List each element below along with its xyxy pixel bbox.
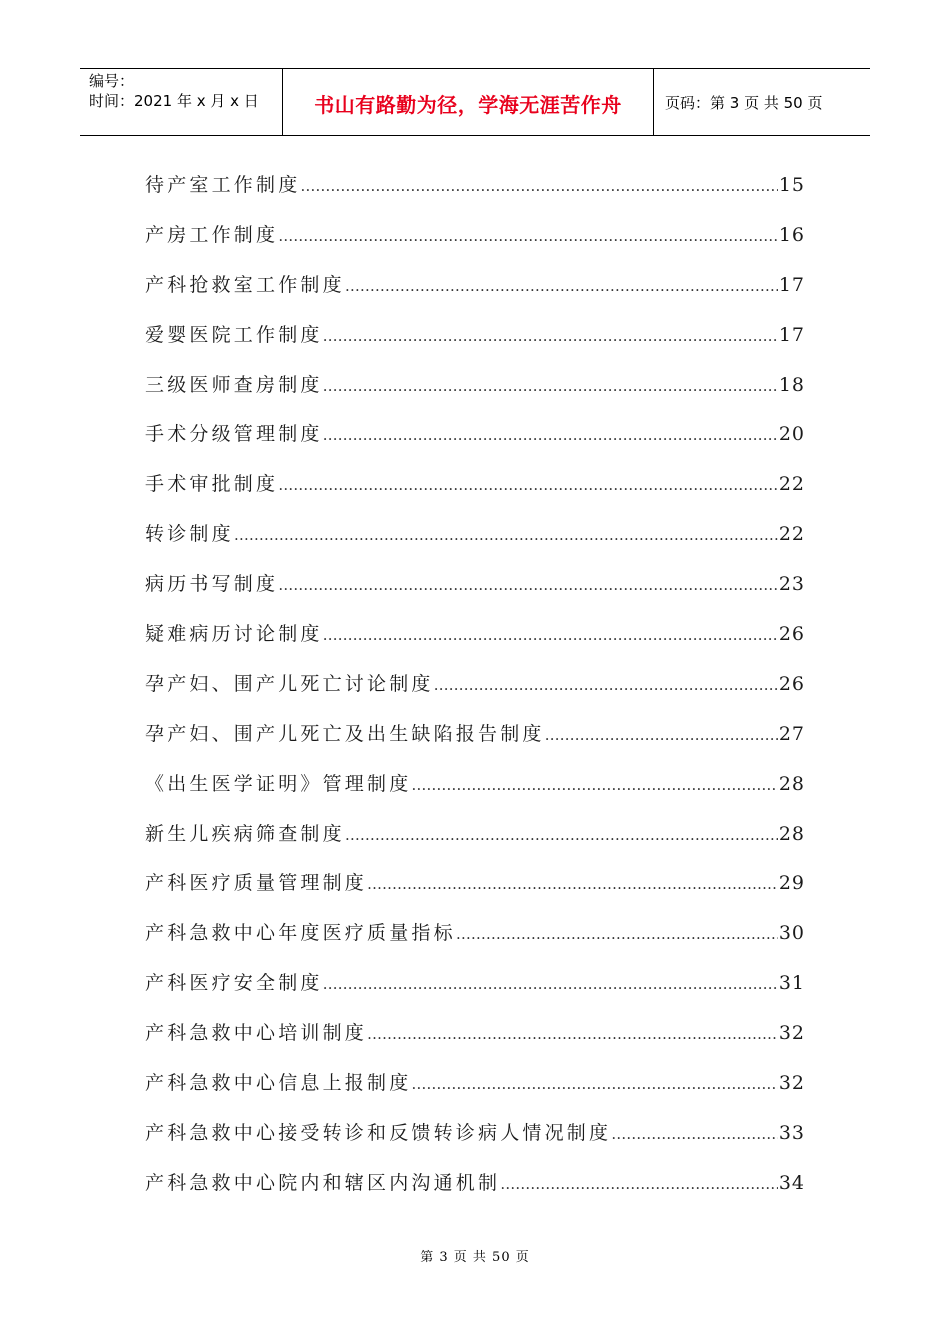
header-motto: 书山有路勤为径，学海无涯苦作舟: [282, 69, 654, 135]
toc-entry-page-number: 33: [778, 1121, 805, 1144]
toc-entry-title: 产科医疗质量管理制度: [145, 872, 368, 895]
toc-dot-leader: [345, 813, 778, 857]
toc-entry[interactable]: [145, 313, 805, 363]
header-page-info: 页码：第 3 页 共 50 页: [665, 93, 823, 112]
toc-entry[interactable]: [145, 512, 805, 562]
toc-entry[interactable]: [145, 961, 805, 1011]
toc-entry-title: 病历书写制度: [145, 573, 279, 596]
toc-entry-title: 孕产妇、围产儿死亡及出生缺陷报告制度: [145, 722, 545, 745]
toc-entry-page-number: 27: [778, 722, 805, 745]
toc-dot-leader: [367, 862, 778, 906]
toc-entry-page-number: 32: [778, 1072, 805, 1095]
toc-entry-page-number: 28: [778, 822, 805, 845]
toc-entry-title: 爱婴医院工作制度: [145, 323, 323, 346]
toc-entry-title: 产科急救中心接受转诊和反馈转诊病人情况制度: [145, 1121, 612, 1144]
toc-dot-leader: [611, 1112, 778, 1156]
toc-entry-title: 产科急救中心培训制度: [145, 1022, 368, 1045]
toc-entry[interactable]: [145, 861, 805, 911]
toc-entry-title: 手术审批制度: [145, 473, 279, 496]
toc-entry-page-number: 23: [778, 573, 805, 596]
toc-dot-leader: [278, 214, 778, 258]
page-footer: 第 3 页 共 50 页: [420, 1250, 530, 1265]
toc-entry-title: 手术分级管理制度: [145, 423, 323, 446]
toc-dot-leader: [323, 962, 778, 1006]
toc-entry-page-number: 17: [778, 273, 805, 296]
toc-entry[interactable]: [145, 762, 805, 812]
toc-entry[interactable]: [145, 1061, 805, 1111]
toc-entry-page-number: 26: [778, 672, 805, 695]
toc-entry-title: 产科医疗安全制度: [145, 972, 323, 995]
toc-entry[interactable]: [145, 1111, 805, 1161]
toc-entry-title: 产房工作制度: [145, 223, 279, 246]
toc-entry-title: 产科急救中心年度医疗质量指标: [145, 922, 456, 945]
toc-dot-leader: [545, 713, 778, 757]
toc-entry[interactable]: [145, 213, 805, 263]
toc-entry-title: 待产室工作制度: [145, 174, 301, 196]
toc-entry-page-number: 32: [778, 1022, 805, 1045]
toc-entry-page-number: 30: [778, 922, 805, 945]
toc-entry[interactable]: [145, 911, 805, 961]
toc-entry[interactable]: [145, 562, 805, 612]
toc-dot-leader: [367, 1012, 778, 1056]
toc-entry-title: 产科急救中心信息上报制度: [145, 1072, 412, 1095]
toc-entry-title: 转诊制度: [145, 523, 234, 546]
toc-entry-page-number: 20: [778, 423, 805, 446]
document-header: [80, 68, 870, 136]
toc-entry[interactable]: [145, 462, 805, 512]
toc-entry-title: 新生儿疾病筛查制度: [145, 822, 345, 845]
toc-entry-page-number: 29: [778, 872, 805, 895]
toc-entry[interactable]: [145, 1161, 805, 1211]
header-meta: [80, 69, 282, 135]
document-number-label: 编号：: [89, 72, 135, 90]
toc-entry-page-number: 22: [778, 523, 805, 546]
toc-entry[interactable]: [145, 412, 805, 462]
toc-entry[interactable]: [145, 163, 805, 213]
toc-entry-page-number: 26: [778, 623, 805, 646]
toc-dot-leader: [456, 912, 778, 956]
toc-dot-leader: [500, 1162, 778, 1206]
toc-entry-page-number: 22: [778, 473, 805, 496]
toc-entry-title: 三级医师查房制度: [145, 373, 323, 396]
toc-entry-title: 产科急救中心院内和辖区内沟通机制: [145, 1171, 501, 1194]
toc-entry-page-number: 28: [778, 772, 805, 795]
toc-dot-leader: [278, 563, 778, 607]
toc-entry-title: 《出生医学证明》管理制度: [145, 772, 412, 795]
toc-entry[interactable]: [145, 1011, 805, 1061]
toc-entry[interactable]: [145, 363, 805, 413]
toc-entry-page-number: 17: [778, 323, 805, 346]
toc-entry-title: 产科抢救室工作制度: [145, 273, 345, 296]
toc-entry-page-number: 15: [778, 174, 805, 196]
toc-dot-leader: [434, 663, 778, 707]
toc-entry[interactable]: [145, 812, 805, 862]
toc-dot-leader: [345, 264, 778, 308]
toc-entry-page-number: 31: [778, 972, 805, 995]
toc-dot-leader: [323, 364, 778, 408]
toc-dot-leader: [234, 513, 778, 557]
toc-dot-leader: [323, 613, 778, 657]
toc-dot-leader: [278, 463, 778, 507]
toc-entry[interactable]: [145, 712, 805, 762]
toc-entry-page-number: 34: [778, 1171, 805, 1194]
toc-dot-leader: [323, 314, 778, 358]
toc-entry[interactable]: [145, 263, 805, 313]
toc-entry[interactable]: [145, 662, 805, 712]
toc-dot-leader: [411, 1062, 777, 1106]
table-of-contents: [145, 163, 805, 1211]
toc-entry-title: 孕产妇、围产儿死亡讨论制度: [145, 672, 434, 695]
toc-dot-leader: [300, 164, 777, 208]
toc-dot-leader: [323, 413, 778, 457]
toc-entry-page-number: 18: [778, 373, 805, 396]
document-date: 时间：2021 年 x 月 x 日: [89, 92, 259, 110]
toc-entry-title: 疑难病历讨论制度: [145, 623, 323, 646]
toc-dot-leader: [411, 763, 777, 807]
toc-entry[interactable]: [145, 612, 805, 662]
toc-entry-page-number: 16: [778, 223, 805, 246]
